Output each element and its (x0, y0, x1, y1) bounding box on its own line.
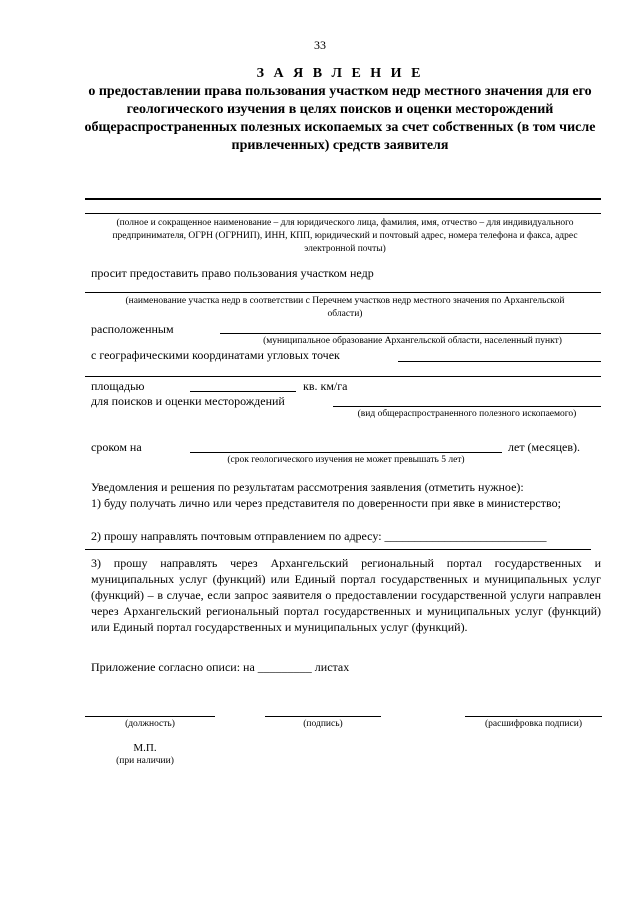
postal-address-line[interactable] (85, 549, 591, 550)
area-label: площадью (91, 379, 145, 393)
applicant-line-2[interactable] (85, 213, 601, 214)
area-unit: кв. км/га (303, 379, 348, 393)
purpose-label: для поисков и оценки месторождений (91, 394, 285, 408)
seal-label: М.П. (133, 742, 157, 754)
decode-line[interactable] (465, 716, 602, 717)
page-number: 33 (314, 38, 326, 52)
position-line[interactable] (85, 716, 215, 717)
mineral-line[interactable] (333, 406, 601, 407)
term-label: сроком на (91, 440, 142, 454)
position-hint: (должность) (125, 719, 175, 729)
term-line[interactable] (190, 452, 502, 453)
attachment-text: Приложение согласно описи: на _________ листах (91, 660, 350, 674)
document-subtitle: о предоставлении права пользования участком недр местного значения для его геологического изучения в целях поисков и оценки месторождений общераспространенных полезных ископаемых за счет собственных (в том числе привлеченных) средств заявителя (84, 84, 596, 153)
decode-hint: (расшифровка подписи) (485, 719, 582, 729)
signature-hint: (подпись) (303, 719, 343, 729)
coords-line[interactable] (398, 361, 601, 362)
request-text: просит предоставить право пользования участком недр (91, 266, 374, 280)
site-hint: (наименование участка недр в соответствии с Перечнем участков недр местного значения по Архангельской области) (125, 296, 565, 319)
located-hint: (муниципальное образование Архангельской области, населенный пункт) (263, 336, 562, 346)
notification-option-2[interactable]: 2) прошу направлять почтовым отправлением по адресу: ___________________________ (91, 529, 547, 543)
notifications-heading: Уведомления и решения по результатам рассмотрения заявления (отметить нужное): (91, 480, 524, 494)
seal-note: (при наличии) (116, 756, 174, 766)
located-line[interactable] (220, 333, 601, 334)
site-name-line[interactable] (85, 292, 601, 293)
term-hint: (срок геологического изучения не может превышать 5 лет) (227, 455, 465, 465)
term-unit: лет (месяцев). (508, 440, 581, 454)
area-line[interactable] (190, 391, 296, 392)
notification-option-3[interactable]: 3) прошу направлять через Архангельский региональный портал государственных и муниципальных услуг (функций) или Единый портал государственных и муниципальных услуг (функций) – в случае, если запрос заявителя о предоставлении государственной услуги направлен через Архангельский региональный портал государственных и муниципальных услуг (функций) или Единый портал государственных и муниципальных услуг (функций). (91, 556, 601, 634)
applicant-hint: (полное и сокращенное наименование – для юридического лица, фамилия, имя, отчество – для индивидуального предпринимателя, ОГРН (ОГРНИП), ИНН, КПП, юридический и почтовый адрес, номера телефона и факса, адрес электронной почты) (112, 218, 578, 254)
document-title: З А Я В Л Е Н И Е (256, 66, 424, 81)
signature-line[interactable] (265, 716, 381, 717)
coords-line-2[interactable] (85, 376, 601, 377)
notification-option-1[interactable]: 1) буду получать лично или через представителя по доверенности при явке в министерство; (91, 496, 561, 510)
applicant-line-1[interactable] (85, 198, 601, 200)
located-label: расположенным (91, 322, 174, 336)
coords-label: с географическими координатами угловых точек (91, 348, 340, 362)
mineral-hint: (вид общераспространенного полезного ископаемого) (357, 409, 577, 419)
